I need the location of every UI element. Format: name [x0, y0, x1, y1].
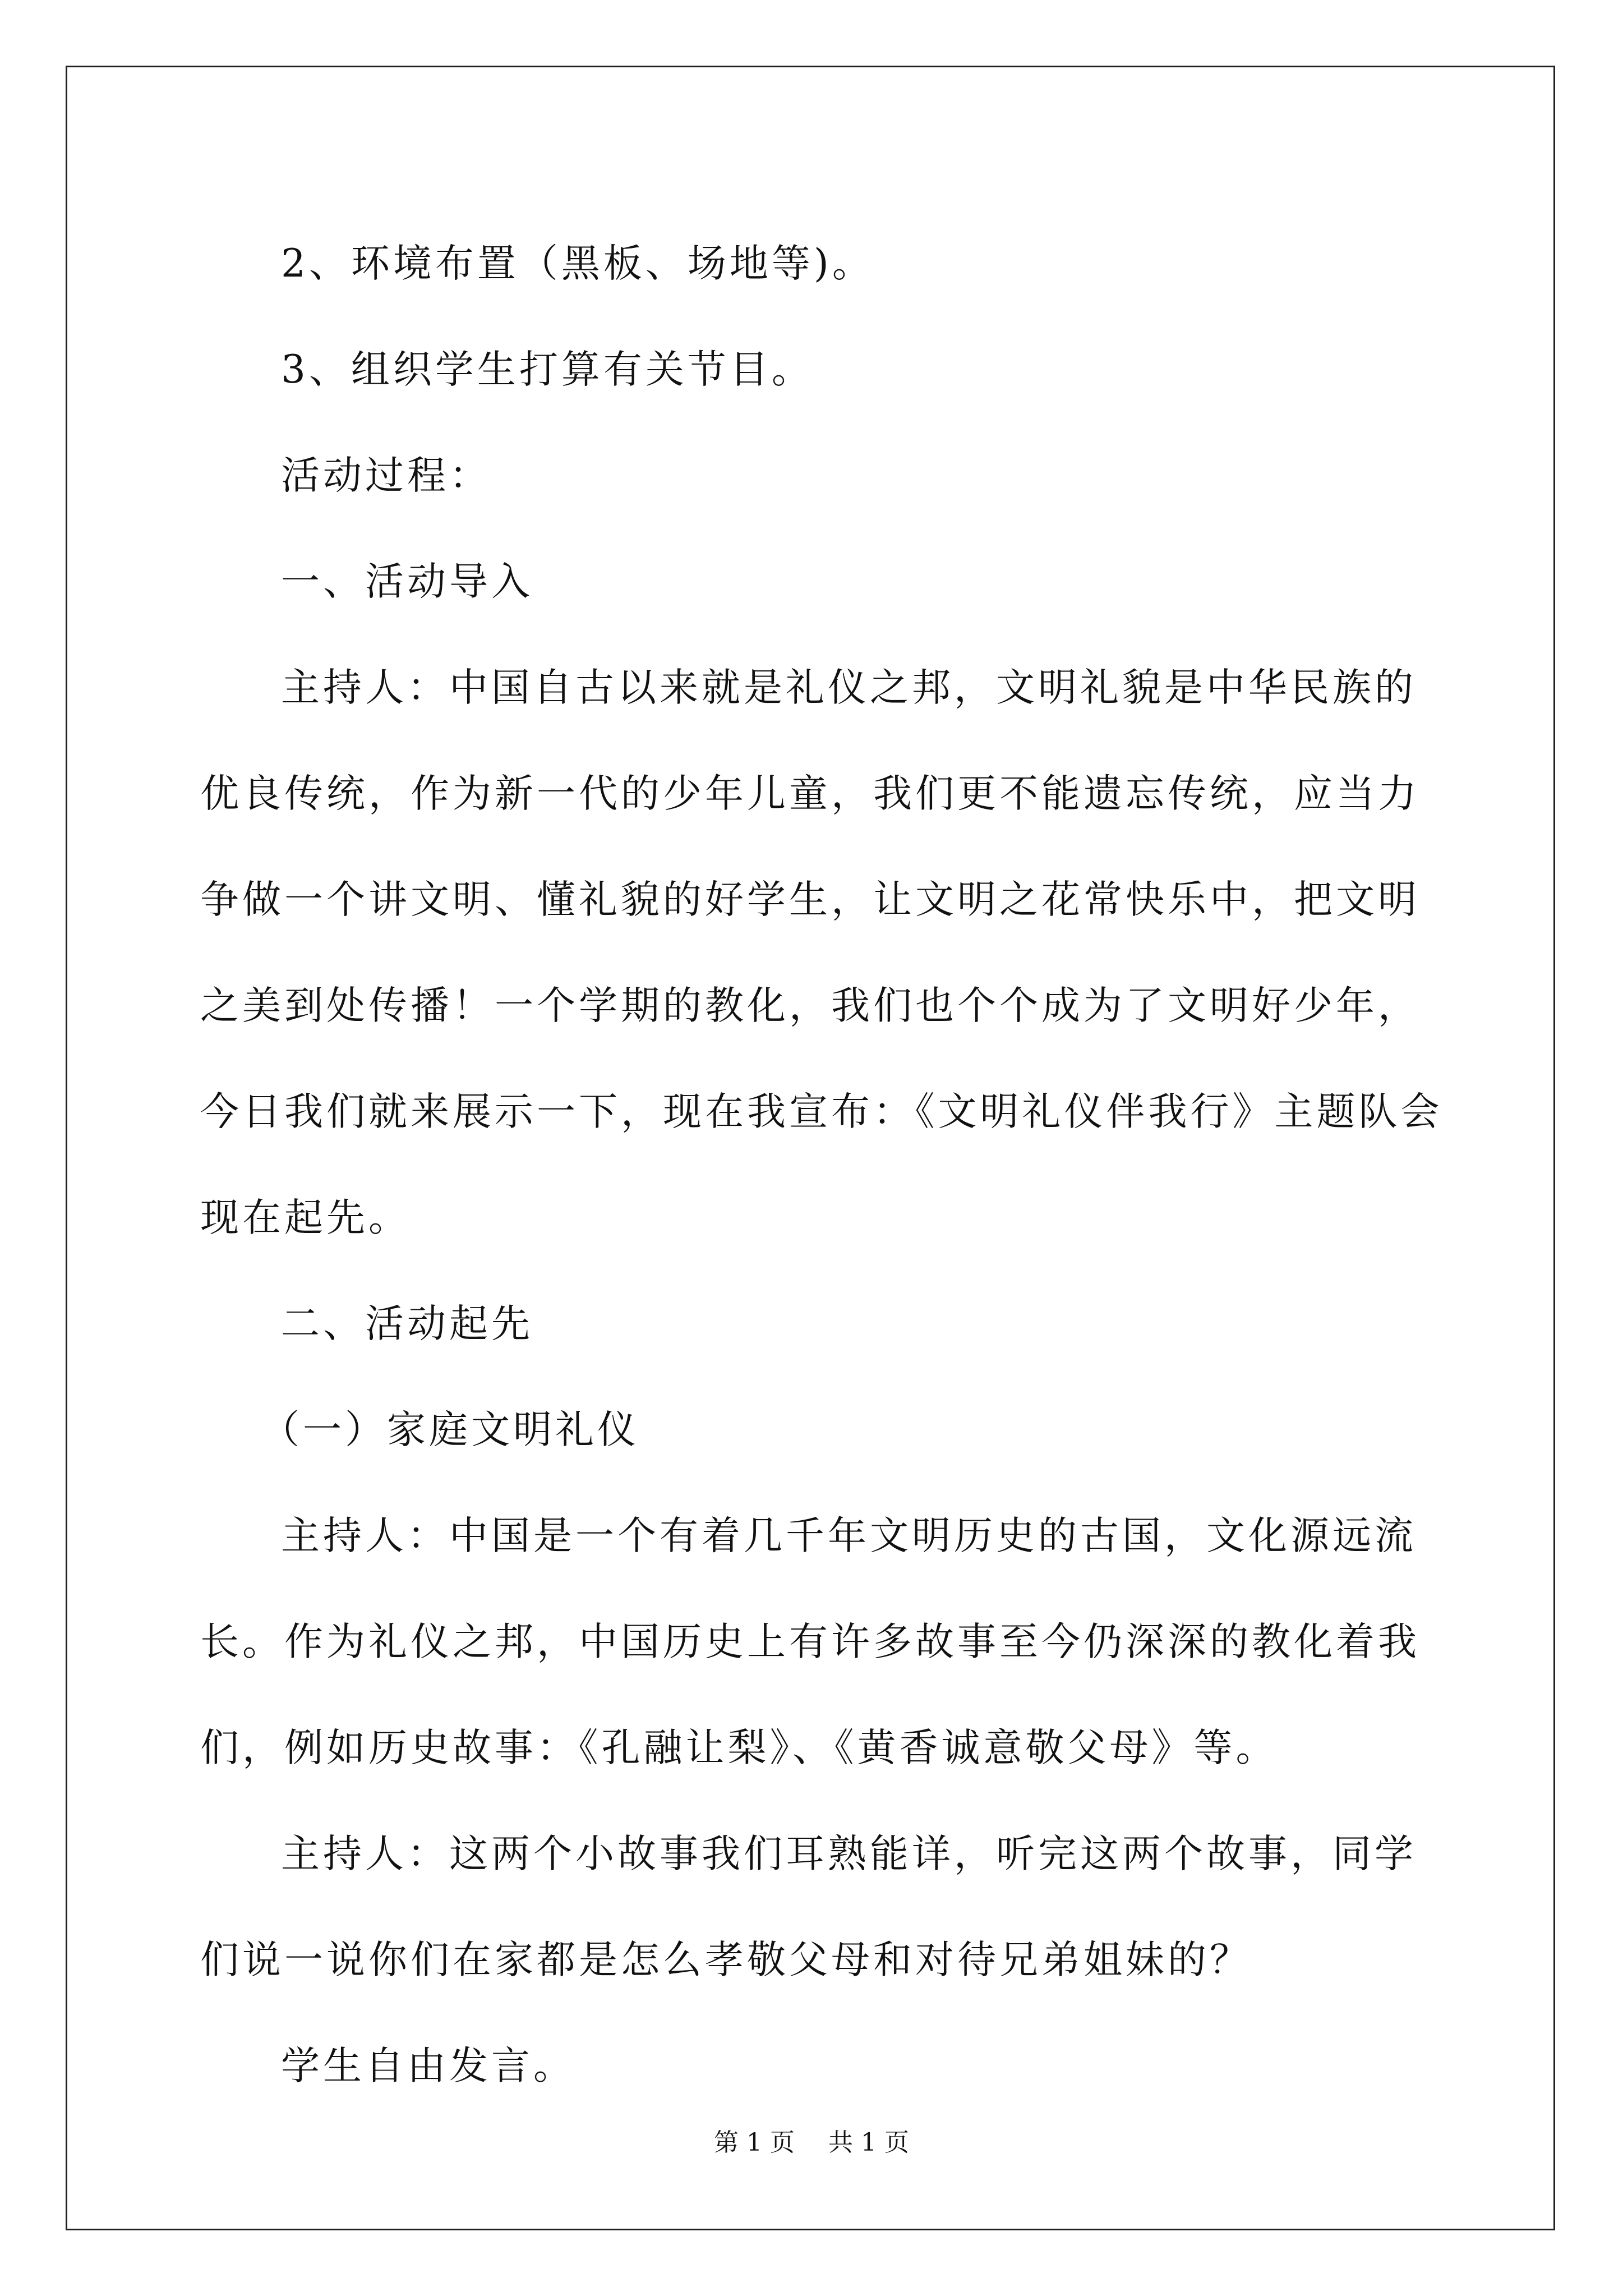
- paragraph-env-setup: 2、环境布置（黑板、场地等)。: [281, 241, 874, 286]
- paragraph-host-question: 主持人：这两个小故事我们耳熟能详，听完这两个故事，同学们说一说你们在家都是怎么孝敬父母和对待兄弟姐妹的？: [200, 1832, 1417, 1982]
- paragraph-host-intro: 主持人：中国自古以来就是礼仪之邦，文明礼貌是中华民族的优良传统，作为新一代的少年儿童，我们更不能遗忘传统，应当力争做一个讲文明、懂礼貌的好学生，让文明之花常快乐中，把文明之美到处传播！一个学期的教化，我们也个个成为了文明好少年，今日我们就来展示一下，现在我宣布：《文明礼仪伴我行》主题队会现在起先。: [200, 665, 1443, 1240]
- page-number: 第 1 页: [714, 2128, 795, 2157]
- paragraph-students-speak: 学生自由发言。: [281, 2044, 575, 2088]
- paragraph-prepare-programs: 3、组织学生打算有关节目。: [281, 347, 814, 392]
- document-body: [200, 211, 1444, 2119]
- page-total: 共 1 页: [828, 2128, 909, 2157]
- section-2-heading: 二、活动起先: [281, 1301, 533, 1346]
- page-footer: [0, 2126, 1623, 2160]
- subsection-1-heading: （一）家庭文明礼仪: [261, 1407, 639, 1452]
- section-1-heading: 一、活动导入: [281, 559, 533, 604]
- paragraph-host-history: 主持人：中国是一个有着几千年文明历史的古国，文化源远流长。作为礼仪之邦，中国历史上有许多故事至今仍深深的教化着我们，例如历史故事：《孔融让梨》、《黄香诚意敬父母》等。: [200, 1513, 1420, 1770]
- paragraph-process-heading: 活动过程：: [281, 453, 491, 498]
